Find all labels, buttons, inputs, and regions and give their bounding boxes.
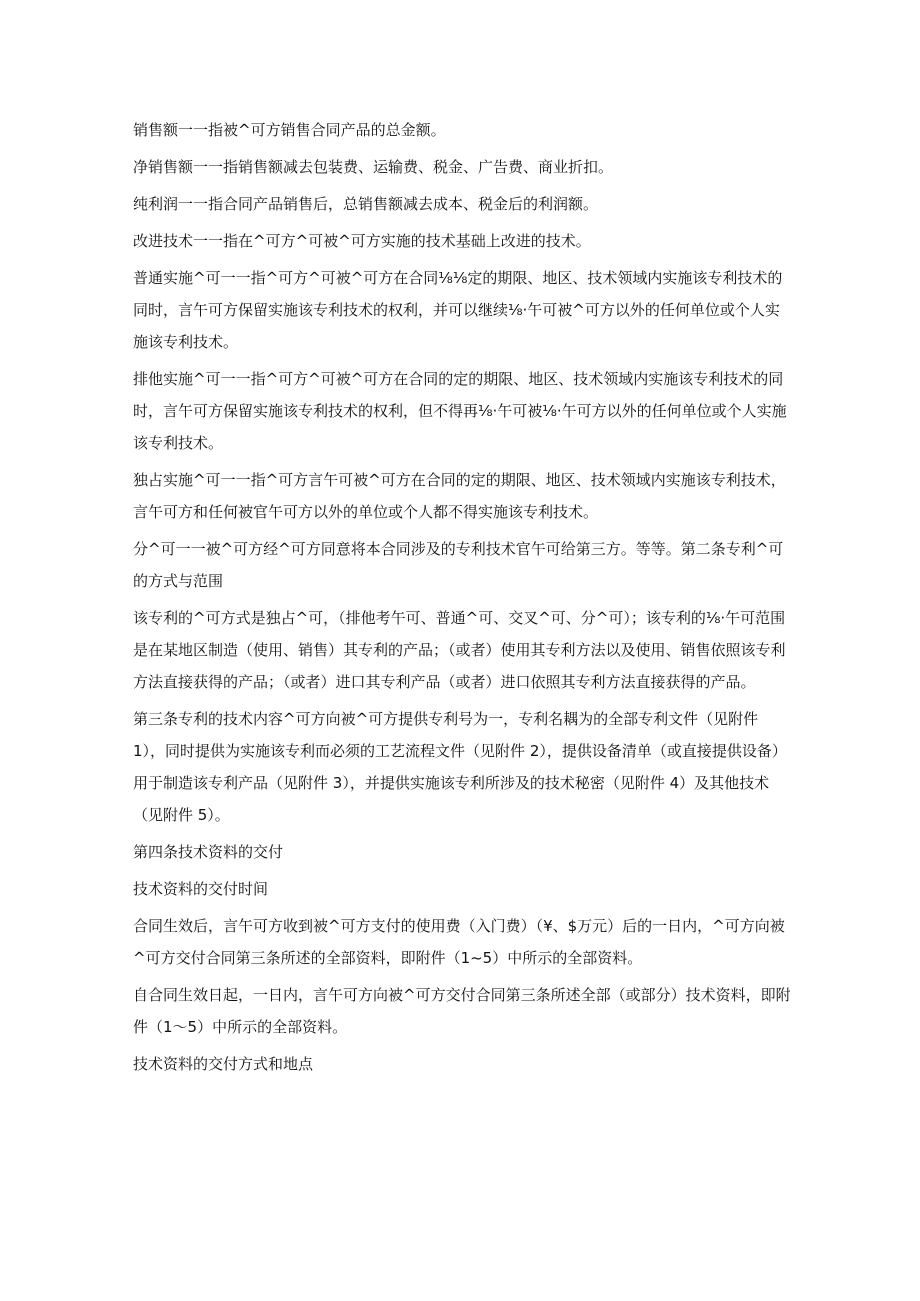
paragraph-article-three: 第三条专利的技术内容^可方向被^可方提供专利号为一，专利名耦为的全部专利文件（见附件 1），同时提供为实施该专利而必须的工艺流程文件（见附件 2），提供设备清单（或直接提供设备）用于制造该专利产品（见附件 3），并提供实施该专利所涉及的技术秘密（见附件 4）及其他技术（见附件 5）。 [133, 710, 787, 824]
paragraph-sales-definition: 销售额一一指被^可方销售合同产品的总金额。 [133, 121, 446, 139]
paragraph-license-scope: 该专利的^可方式是独占^可，（排他考午可、普通^可、交叉^可、分^可）；该专利的⅛·午可范围是在某地区制造（使用、销售）其专利的产品；（或者）使用其专利方法以及使用、销售依照该专利方法直接获得的产品；（或者）进口其专利产品（或者）进口依照其专利方法直接获得的产品。 [133, 609, 786, 691]
heading-delivery-time: 技术资料的交付时间 [133, 880, 269, 898]
document-body [133, 114, 793, 1085]
heading-delivery-method-place: 技术资料的交付方式和地点 [133, 1055, 314, 1073]
paragraph-sublicense-and-article-two: 分^可一一被^可方经^可方同意将本合同涉及的专利技术官午可给第三方。等等。第二条专利^可的方式与范围 [133, 540, 784, 590]
heading-article-four: 第四条技术资料的交付 [133, 843, 284, 861]
paragraph-delivery-from-effective-date: 自合同生效日起，一日内，言午可方向被^可方交付合同第三条所述全部（或部分）技术资料，即附件（1〜5）中所示的全部资料。 [133, 986, 791, 1036]
paragraph-net-profit-definition: 纯利润一一指合同产品销售后，总销售额减去成本、税金后的利润额。 [133, 195, 599, 213]
paragraph-exclusive-license-definition: 排他实施^可一一指^可方^可被^可方在合同的定的期限、地区、技术领域内实施该专利技术的同时，言午可方保留实施该专利技术的权利，但不得再⅛·午可被⅛·午可方以外的任何单位或个人实施该专利技术。 [133, 370, 787, 452]
paragraph-improved-technology-definition: 改进技术一一指在^可方^可被^可方实施的技术基础上改进的技术。 [133, 232, 591, 250]
paragraph-delivery-after-effective: 合同生效后，言午可方收到被^可方支付的使用费（入门费）（¥、$万元）后的一日内，^可方向被^可方交付合同第三条所述的全部资料，即附件（1~5）中所示的全部资料。 [133, 917, 785, 967]
paragraph-ordinary-license-definition: 普通实施^可一一指^可方^可被^可方在合同⅛⅛定的期限、地区、技术领域内实施该专利技术的同时，言午可方保留实施该专利技术的权利，并可以继续⅛·午可被^可方以外的任何单位或个人实施该专利技术。 [133, 269, 783, 351]
paragraph-sole-license-definition: 独占实施^可一一指^可方言午可被^可方在合同的定的期限、地区、技术领域内实施该专利技术，言午可方和任何被官午可方以外的单位或个人都不得实施该专利技术。 [133, 471, 786, 521]
paragraph-net-sales-definition: 净销售额一一指销售额减去包装费、运输费、税金、广告费、商业折扣。 [133, 158, 614, 176]
